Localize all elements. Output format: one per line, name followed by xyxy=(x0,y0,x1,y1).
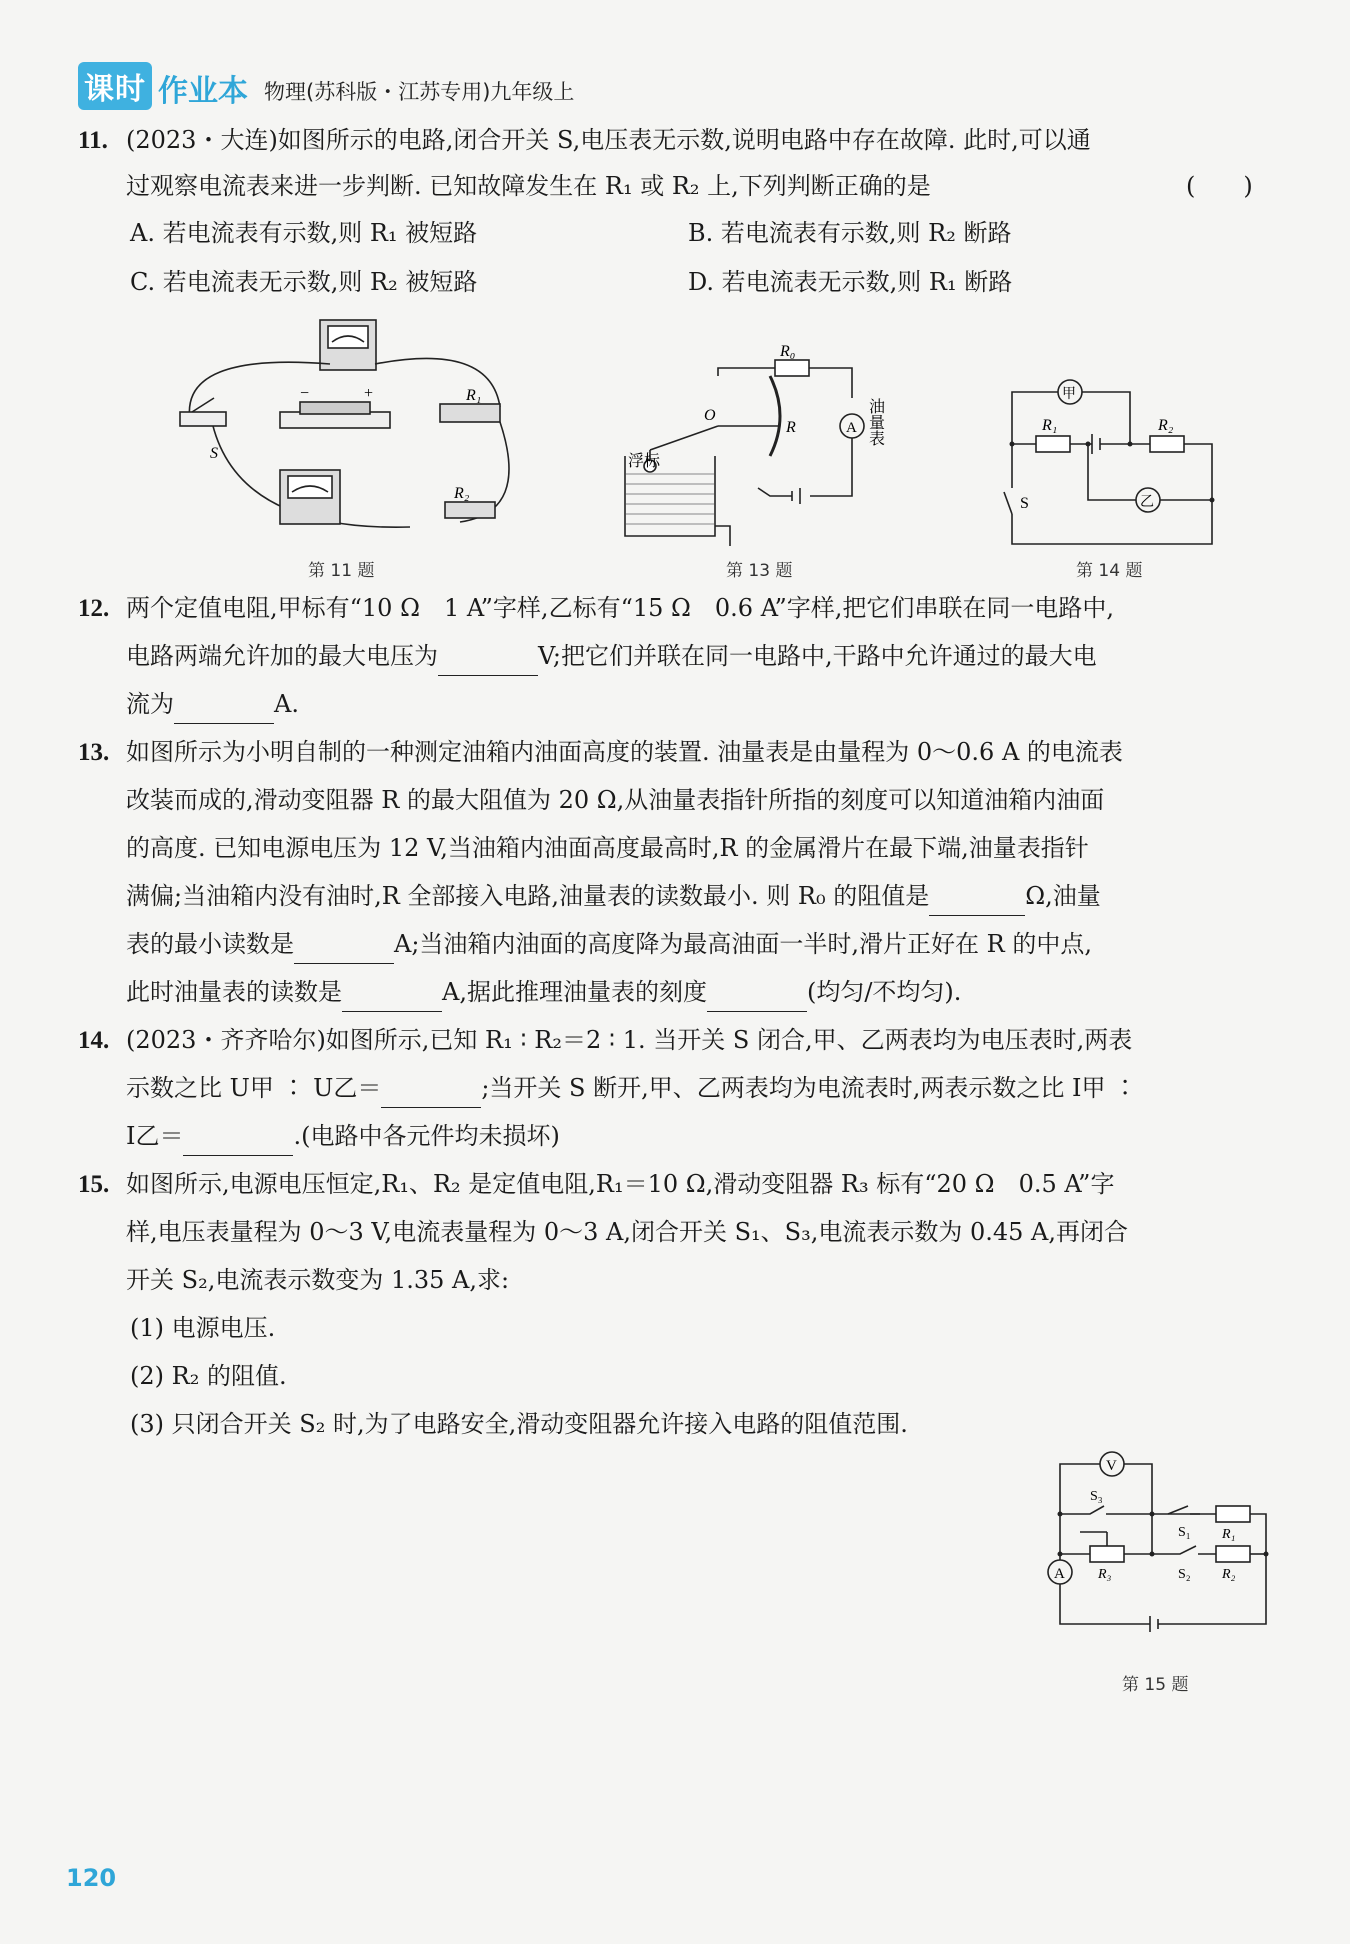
fig11-label-r2: R₂ xyxy=(454,485,470,502)
fig11-label-s: S xyxy=(210,445,218,462)
q12-blank-voltage[interactable] xyxy=(438,645,538,676)
q15-line1 xyxy=(78,1164,1114,1205)
fig14-label-r2: R₂ xyxy=(1158,417,1174,434)
fig15-label-s1: S₁ xyxy=(1178,1525,1191,1540)
q12-number: 12. xyxy=(78,595,110,622)
q13-line1 xyxy=(78,732,1123,773)
figure-14-circuit xyxy=(1000,364,1230,554)
q13-line2: 改装而成的,滑动变阻器 R 的最大阻值为 20 Ω,从油量表指针所指的刻度可以知道油箱内油面 xyxy=(126,786,1105,814)
figure-11-physical-circuit xyxy=(170,312,530,552)
q13-blank-min-reading[interactable] xyxy=(294,933,394,964)
subject-title: 物理(苏科版・江苏专用)九年级上 xyxy=(264,80,575,104)
q11-answer-bracket: ( ) xyxy=(1186,172,1253,200)
fig11-label-r1: R₁ xyxy=(466,387,482,404)
q13-text1: 如图所示为小明自制的一种测定油箱内油面高度的装置. 油量表是由量程为 0～0.6 A 的电流表 xyxy=(126,738,1123,766)
q14-blank-voltage-ratio[interactable] xyxy=(381,1077,481,1108)
q12-text2a: 电路两端允许加的最大电压为 xyxy=(126,642,438,670)
fig15-label-s3: S₃ xyxy=(1090,1489,1103,1504)
fig14-label-r1: R₁ xyxy=(1042,417,1058,434)
q14-text3a: I乙＝ xyxy=(126,1122,184,1150)
q13-text6a: 此时油量表的读数是 xyxy=(126,978,342,1006)
q11-text1: (2023・大连)如图所示的电路,闭合开关 S,电压表无示数,说明电路中存在故障. 此时,可以通 xyxy=(126,126,1091,154)
figure-15-circuit xyxy=(1040,1444,1280,1644)
q14-text2b: ;当开关 S 断开,甲、乙两表均为电流表时,两表示数之比 I甲 ∶ xyxy=(481,1074,1138,1102)
q12-line3 xyxy=(126,684,299,724)
caption-figure-14: 第 14 题 xyxy=(1076,561,1143,581)
q12-blank-current[interactable] xyxy=(174,693,274,724)
q13-text4a: 满偏;当油箱内没有油时,R 全部接入电路,油量表的读数最小. 则 R₀ 的阻值是 xyxy=(126,882,930,910)
q11-option-c: C. 若电流表无示数,则 R₂ 被短路 xyxy=(130,268,478,296)
caption-figure-13: 第 13 题 xyxy=(726,561,793,581)
fig11-label-plus: + xyxy=(364,385,374,402)
q15-sub3: (3) 只闭合开关 S₂ 时,为了电路安全,滑动变阻器允许接入电路的阻值范围. xyxy=(130,1410,908,1438)
q13-text5a: 表的最小读数是 xyxy=(126,930,294,958)
q13-text4b: Ω,油量 xyxy=(1025,882,1101,910)
fig13-label-float: 浮标 xyxy=(628,453,661,470)
fig13-label-r: R xyxy=(786,419,796,436)
fig14-meter-yi: 乙 xyxy=(1140,495,1154,510)
q11-option-a: A. 若电流表有示数,则 R₁ 被短路 xyxy=(130,219,478,247)
q11-line1 xyxy=(78,120,1091,161)
q13-line6 xyxy=(126,972,961,1012)
fig15-label-r2: R₂ xyxy=(1222,1567,1236,1582)
q12-line1 xyxy=(78,588,1114,629)
q13-text6c: (均匀/不均匀). xyxy=(806,978,962,1006)
fig14-label-s: S xyxy=(1020,495,1029,512)
q13-blank-half-reading[interactable] xyxy=(342,981,442,1012)
q11-option-b: B. 若电流表有示数,则 R₂ 断路 xyxy=(688,219,1012,247)
fig13-label-meter: 油量表 xyxy=(866,398,884,446)
q14-line1 xyxy=(78,1020,1132,1061)
fig15-label-s2: S₂ xyxy=(1178,1567,1191,1582)
fig15-ammeter-a: A xyxy=(1054,1566,1065,1582)
q13-text5b: A;当油箱内油面的高度降为最高油面一半时,滑片正好在 R 的中点, xyxy=(394,930,1093,958)
q11-line2: 过观察电流表来进一步判断. 已知故障发生在 R₁ 或 R₂ 上,下列判断正确的是 xyxy=(126,172,931,200)
q14-blank-current-ratio[interactable] xyxy=(183,1125,293,1156)
q15-line2: 样,电压表量程为 0～3 V,电流表量程为 0～3 A,闭合开关 S₁、S₃,电流表示数为 0.45 A,再闭合 xyxy=(126,1218,1128,1246)
fig15-label-r1: R₁ xyxy=(1222,1527,1236,1542)
q15-text1: 如图所示,电源电压恒定,R₁、R₂ 是定值电阻,R₁＝10 Ω,滑动变阻器 R₃ 标有“20 Ω 0.5 A”字 xyxy=(126,1170,1115,1198)
q13-number: 13. xyxy=(78,739,110,766)
fig14-meter-jia: 甲 xyxy=(1062,387,1076,402)
figure-13-oil-gauge xyxy=(620,336,910,546)
q13-line5 xyxy=(126,924,1092,964)
q14-text2a: 示数之比 U甲 ∶ U乙＝ xyxy=(126,1074,382,1102)
q12-line2 xyxy=(126,636,1097,676)
fig15-label-r3: R₃ xyxy=(1098,1567,1112,1582)
caption-figure-11: 第 11 题 xyxy=(308,561,375,581)
q12-text3a: 流为 xyxy=(126,690,174,718)
page-number: 120 xyxy=(66,1864,117,1892)
q15-sub1: (1) 电源电压. xyxy=(130,1314,276,1342)
q14-line2 xyxy=(126,1068,1137,1108)
q13-line3: 的高度. 已知电源电压为 12 V,当油箱内油面高度最高时,R 的金属滑片在最下端,油量表指针 xyxy=(126,834,1089,862)
q13-blank-scale[interactable] xyxy=(707,981,807,1012)
caption-figure-15: 第 15 题 xyxy=(1122,1675,1189,1695)
q14-line3 xyxy=(126,1116,560,1156)
q12-text2b: V;把它们并联在同一电路中,干路中允许通过的最大电 xyxy=(538,642,1097,670)
q12-text1: 两个定值电阻,甲标有“10 Ω 1 A”字样,乙标有“15 Ω 0.6 A”字样,把它们串联在同一电路中, xyxy=(126,594,1115,622)
q15-sub2: (2) R₂ 的阻值. xyxy=(130,1362,287,1390)
logo-text: 作业本 xyxy=(158,74,248,109)
q13-text6b: A,据此推理油量表的刻度 xyxy=(442,978,707,1006)
q13-blank-r0[interactable] xyxy=(929,885,1025,916)
fig13-label-r0: R₀ xyxy=(780,343,796,360)
q14-number: 14. xyxy=(78,1027,110,1054)
q15-number: 15. xyxy=(78,1171,110,1198)
q11-number: 11. xyxy=(78,127,108,154)
q14-text1: (2023・齐齐哈尔)如图所示,已知 R₁ ∶ R₂＝2 ∶ 1. 当开关 S 闭合,甲、乙两表均为电压表时,两表 xyxy=(126,1026,1133,1054)
page-header xyxy=(78,66,574,110)
q12-text3b: A. xyxy=(274,690,299,718)
fig13-label-o: O xyxy=(704,407,716,424)
logo-box: 课时 xyxy=(78,62,152,110)
q15-line3: 开关 S₂,电流表示数变为 1.35 A,求: xyxy=(126,1266,510,1294)
q13-line4 xyxy=(126,876,1101,916)
q14-text3b: .(电路中各元件均未损坏) xyxy=(293,1122,560,1150)
fig13-ammeter-a: A xyxy=(846,420,857,436)
series-logo xyxy=(78,62,248,110)
fig11-label-minus: − xyxy=(300,385,310,402)
fig15-voltmeter-v: V xyxy=(1106,1458,1117,1474)
q11-option-d: D. 若电流表无示数,则 R₁ 断路 xyxy=(688,268,1013,296)
